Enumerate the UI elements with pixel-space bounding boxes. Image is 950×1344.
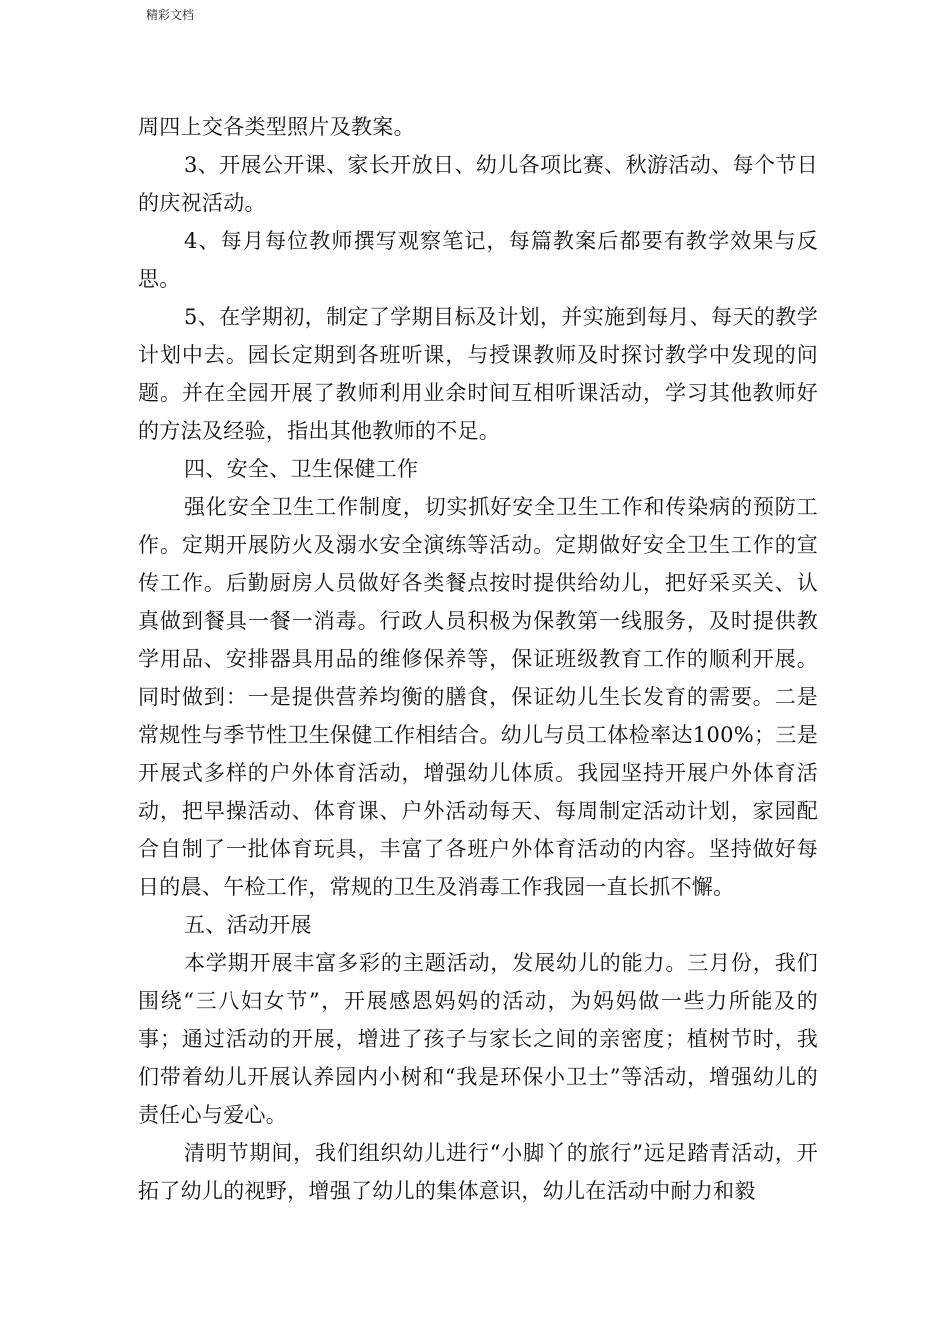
paragraph: 5、在学期初，制定了学期目标及计划，并实施到每月、每天的教学计划中去。园长定期到各班听课，与授课教师及时探讨教学中发现的问题。并在全园开展了教师利用业余时间互相听课活动，学习其他教师好的方法及经验，指出其他教师的不足。 — [138, 305, 818, 443]
paragraph: 强化安全卫生工作制度，切实抓好安全卫生工作和传染病的预防工作。定期开展防火及溺水安全演练等活动。定期做好安全卫生工作的宣传工作。后勤厨房人员做好各类餐点按时提供给幼儿，把好采买关、认真做到餐具一餐一消毒。行政人员积极为保教第一线服务，及时提供教学用品、安排器具用品的维修保养等，保证班级教育工作的顺利开展。同时做到：一是提供营养均衡的膳食，保证幼儿生长发育的需要。二是常规性与季节性卫生保健工作相结合。幼儿与员工体检率达100%；三是开展式多样的户外体育活动，增强幼儿体质。我园坚持开展户外体育活动，把早操活动、体育课、户外活动每天、每周制定活动计划，家园配合自制了一批体育玩具，丰富了各班户外体育活动的内容。坚持做好每日的晨、午检工作，常规的卫生及消毒工作我园一直长抓不懈。 — [138, 495, 818, 899]
paragraph: 清明节期间，我们组织幼儿进行“小脚丫的旅行”远足踏青活动，开拓了幼儿的视野，增强了幼儿的集体意识，幼儿在活动中耐力和毅 — [138, 1141, 818, 1203]
paragraph: 3、开展公开课、家长开放日、幼儿各项比赛、秋游活动、每个节日的庆祝活动。 — [138, 153, 818, 215]
section-heading: 四、安全、卫生保健工作 — [184, 457, 419, 481]
section-heading: 五、活动开展 — [184, 913, 312, 937]
document-body — [138, 108, 818, 1210]
header-mark: 精彩文档 — [146, 8, 195, 22]
paragraph: 4、每月每位教师撰写观察笔记，每篇教案后都要有教学效果与反思。 — [138, 229, 818, 291]
paragraph: 周四上交各类型照片及教案。 — [138, 115, 415, 139]
paragraph: 本学期开展丰富多彩的主题活动，发展幼儿的能力。三月份，我们围绕“三八妇女节”，开展感恩妈妈的活动，为妈妈做一些力所能及的事；通过活动的开展，增进了孩子与家长之间的亲密度；植树节时，我们带着幼儿开展认养园内小树和“我是环保小卫士”等活动，增强幼儿的责任心与爱心。 — [138, 951, 818, 1127]
